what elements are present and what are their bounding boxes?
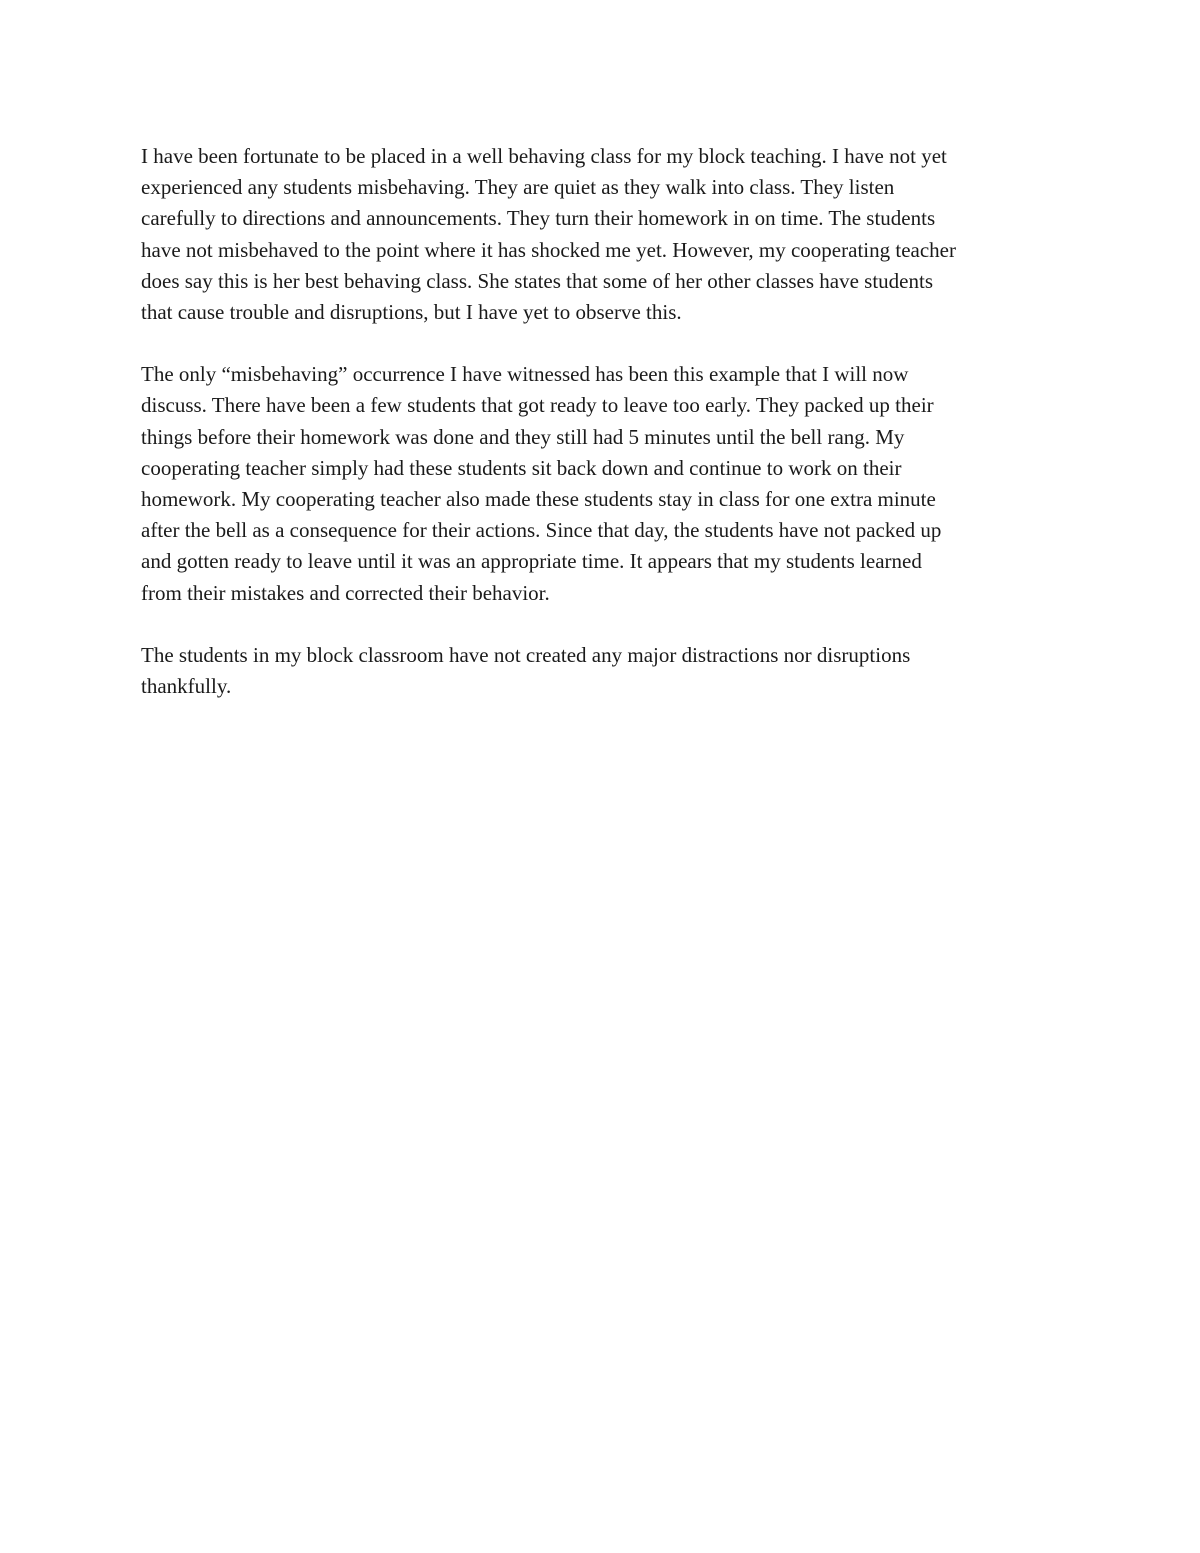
text-line: that cause trouble and disruptions, but I have yet to observe this. (141, 300, 682, 325)
text-line: things before their homework was done and they still had 5 minutes until the bell rang. My (141, 424, 905, 449)
document-body (141, 141, 1066, 733)
text-line: from their mistakes and corrected their behavior. (141, 580, 550, 605)
text-line: experienced any students misbehaving. They are quiet as they walk into class. They listen (141, 175, 895, 200)
text-line: I have been fortunate to be placed in a well behaving class for my block teaching. I have not yet (141, 144, 947, 168)
text-line: after the bell as a consequence for their actions. Since that day, the students have not packed up (141, 518, 942, 543)
text-line: homework. My cooperating teacher also made these students stay in class for one extra minute (141, 487, 936, 512)
text-line: cooperating teacher simply had these students sit back down and continue to work on their (141, 455, 902, 480)
text-line: thankfully. (141, 674, 232, 699)
text-line: The students in my block classroom have not created any major distractions nor disruptions (141, 642, 911, 667)
paragraph-3 (141, 640, 1066, 702)
text-line: The only “misbehaving” occurrence I have witnessed has been this example that I will now (141, 362, 909, 387)
text-line: and gotten ready to leave until it was an appropriate time. It appears that my students learned (141, 549, 922, 574)
text-line: carefully to directions and announcements. They turn their homework in on time. The students (141, 206, 936, 231)
paragraph-2 (141, 359, 1066, 609)
paragraph-1 (141, 141, 1066, 328)
text-line: have not misbehaved to the point where it has shocked me yet. However, my cooperating teacher (141, 237, 956, 262)
text-line: discuss. There have been a few students that got ready to leave too early. They packed up their (141, 393, 934, 418)
text-line: does say this is her best behaving class. She states that some of her other classes have students (141, 268, 933, 293)
